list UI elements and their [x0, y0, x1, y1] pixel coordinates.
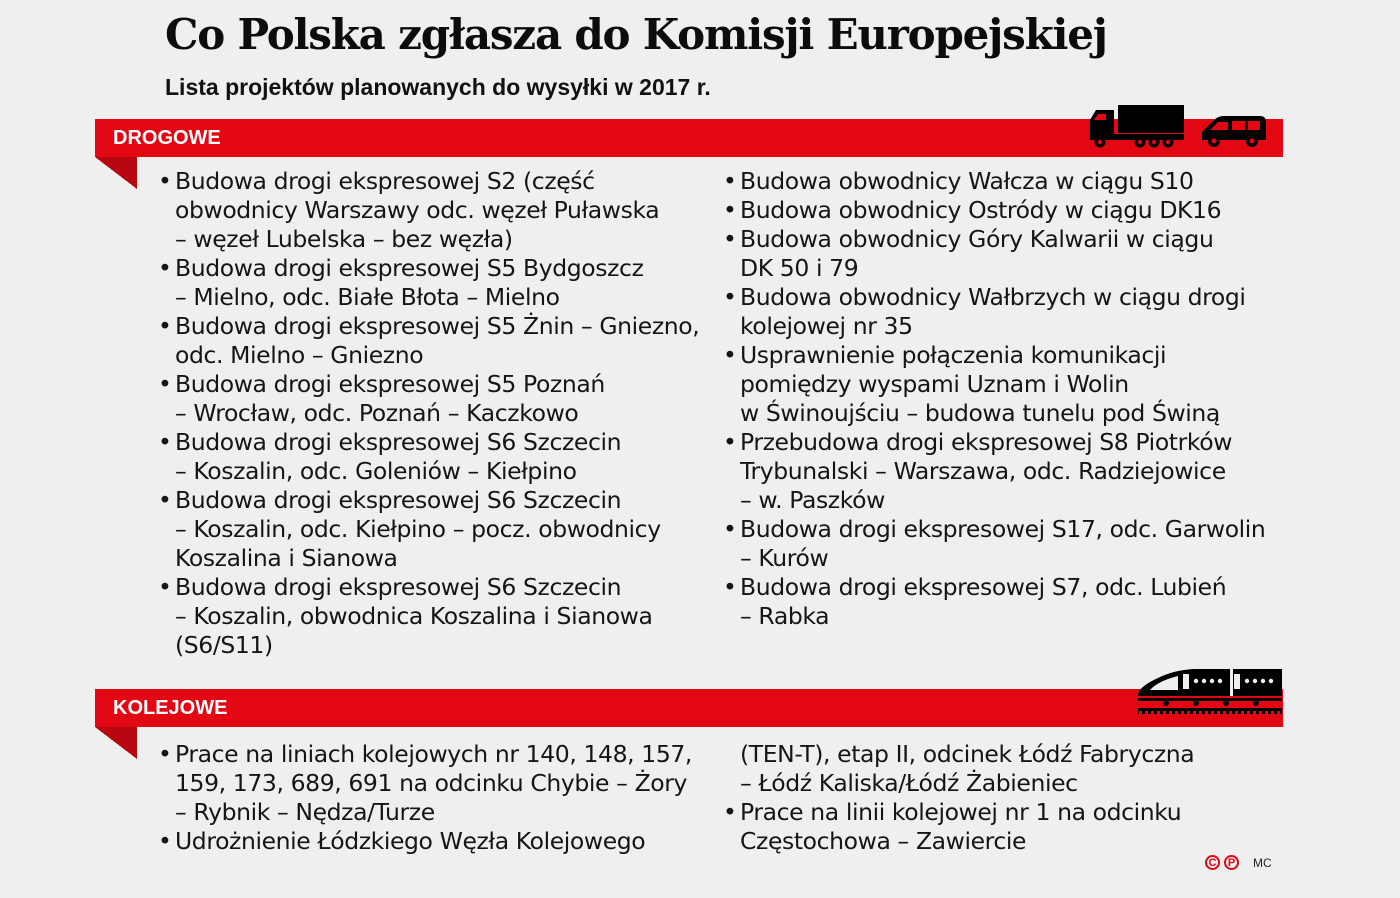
list-item-line: (TEN-T), etap II, odcinek Łódź Fabryczna [740, 740, 1195, 768]
roads-list-right [723, 167, 1283, 631]
list-item [158, 312, 708, 370]
list-item-continuation [723, 740, 1283, 798]
list-item-line: – Rybnik – Nędza/Turze [175, 798, 435, 826]
list-item-line: • Budowa obwodnicy Wałcza w ciągu S10 [740, 167, 1194, 195]
list-item-line: – Koszalin, odc. Goleniów – Kiełpino [175, 457, 577, 485]
roads-list-left [158, 167, 708, 660]
list-item-line: (S6/S11) [175, 631, 273, 659]
list-item-line: Częstochowa – Zawiercie [740, 827, 1027, 855]
list-item-line: – Koszalin, obwodnica Koszalina i Sianowa [175, 602, 653, 630]
list-item [158, 254, 708, 312]
list-item [158, 370, 708, 428]
list-item [723, 573, 1283, 631]
list-item-line: • Budowa drogi ekspresowej S17, odc. Garwolin [740, 515, 1266, 543]
list-item-line: • Budowa drogi ekspresowej S6 Szczecin [175, 486, 622, 514]
list-item-line: • Prace na linii kolejowej nr 1 na odcinku [740, 798, 1182, 826]
list-item [723, 428, 1283, 515]
ribbon-fold [95, 727, 137, 759]
list-item-line: • Budowa drogi ekspresowej S7, odc. Lubień [740, 573, 1227, 601]
section-label-roads: DROGOWE [113, 127, 221, 149]
truck-icon [1088, 104, 1186, 150]
list-item-line: • Budowa drogi ekspresowej S5 Żnin – Gniezno, [175, 312, 700, 340]
list-item [723, 341, 1283, 428]
credit [1205, 855, 1272, 870]
list-item [158, 428, 708, 486]
list-item [158, 167, 708, 254]
list-item [158, 486, 708, 573]
list-item-line: – Wrocław, odc. Poznań – Kaczkowo [175, 399, 579, 427]
list-item [723, 196, 1283, 225]
list-item-line: • Prace na liniach kolejowych nr 140, 148, 157, [175, 740, 692, 768]
list-item-line: • Przebudowa drogi ekspresowej S8 Piotrków [740, 428, 1233, 456]
list-item-line: – węzeł Lubelska – bez węzła) [175, 225, 513, 253]
list-item [158, 573, 708, 660]
list-item-line: Koszalina i Sianowa [175, 544, 398, 572]
list-item [158, 740, 708, 827]
section-label-rail: KOLEJOWE [113, 697, 228, 719]
list-item [723, 798, 1283, 856]
list-item-line: kolejowej nr 35 [740, 312, 913, 340]
list-item-line: • Budowa drogi ekspresowej S5 Bydgoszcz [175, 254, 644, 282]
list-item-line: DK 50 i 79 [740, 254, 859, 282]
list-item-line: odc. Mielno – Gniezno [175, 341, 424, 369]
p-icon: P [1224, 855, 1239, 870]
copyright-icon: C [1205, 855, 1220, 870]
list-item-line: • Budowa obwodnicy Wałbrzych w ciągu drogi [740, 283, 1246, 311]
list-item-line: • Usprawnienie połączenia komunikacji [740, 341, 1167, 369]
list-item [723, 283, 1283, 341]
list-item-line: • Budowa obwodnicy Ostródy w ciągu DK16 [740, 196, 1222, 224]
list-item-line: • Budowa drogi ekspresowej S6 Szczecin [175, 428, 622, 456]
list-item [158, 827, 708, 856]
list-item-line: w Świnoujściu – budowa tunelu pod Świną [740, 399, 1220, 427]
list-item-line: • Udrożnienie Łódzkiego Węzła Kolejowego [175, 827, 646, 855]
rail-list-left [158, 740, 708, 856]
list-item-line: Trybunalski – Warszawa, odc. Radziejowice [740, 457, 1226, 485]
list-item [723, 167, 1283, 196]
rail-list-right [723, 740, 1283, 856]
list-item [723, 225, 1283, 283]
list-item-line: pomiędzy wyspami Uznam i Wolin [740, 370, 1129, 398]
list-item-line: – w. Paszków [740, 486, 885, 514]
list-item-line: obwodnicy Warszawy odc. węzeł Puławska [175, 196, 660, 224]
list-item-line: – Rabka [740, 602, 830, 630]
list-item-line: • Budowa drogi ekspresowej S5 Poznań [175, 370, 605, 398]
van-icon [1200, 114, 1268, 148]
list-item-line: • Budowa obwodnicy Góry Kalwarii w ciągu [740, 225, 1214, 253]
list-item-line: – Mielno, odc. Białe Błota – Mielno [175, 283, 560, 311]
list-item [723, 515, 1283, 573]
list-item-line: 159, 173, 689, 691 na odcinku Chybie – Żory [175, 769, 688, 797]
section-bar-rail [95, 689, 1283, 727]
page-title: Co Polska zgłasza do Komisji Europejskiej [165, 10, 1107, 59]
train-icon [1136, 664, 1284, 716]
page-subtitle: Lista projektów planowanych do wysyłki w 2017 r. [165, 74, 711, 100]
list-item-line: – Łódź Kaliska/Łódź Żabieniec [740, 769, 1078, 797]
list-item-line: – Koszalin, odc. Kiełpino – pocz. obwodnicy [175, 515, 661, 543]
list-item-line: • Budowa drogi ekspresowej S6 Szczecin [175, 573, 622, 601]
list-item-line: • Budowa drogi ekspresowej S2 (część [175, 167, 595, 195]
list-item-line: – Kurów [740, 544, 829, 572]
author-initials: MC [1253, 855, 1272, 870]
ribbon-fold [95, 157, 137, 189]
